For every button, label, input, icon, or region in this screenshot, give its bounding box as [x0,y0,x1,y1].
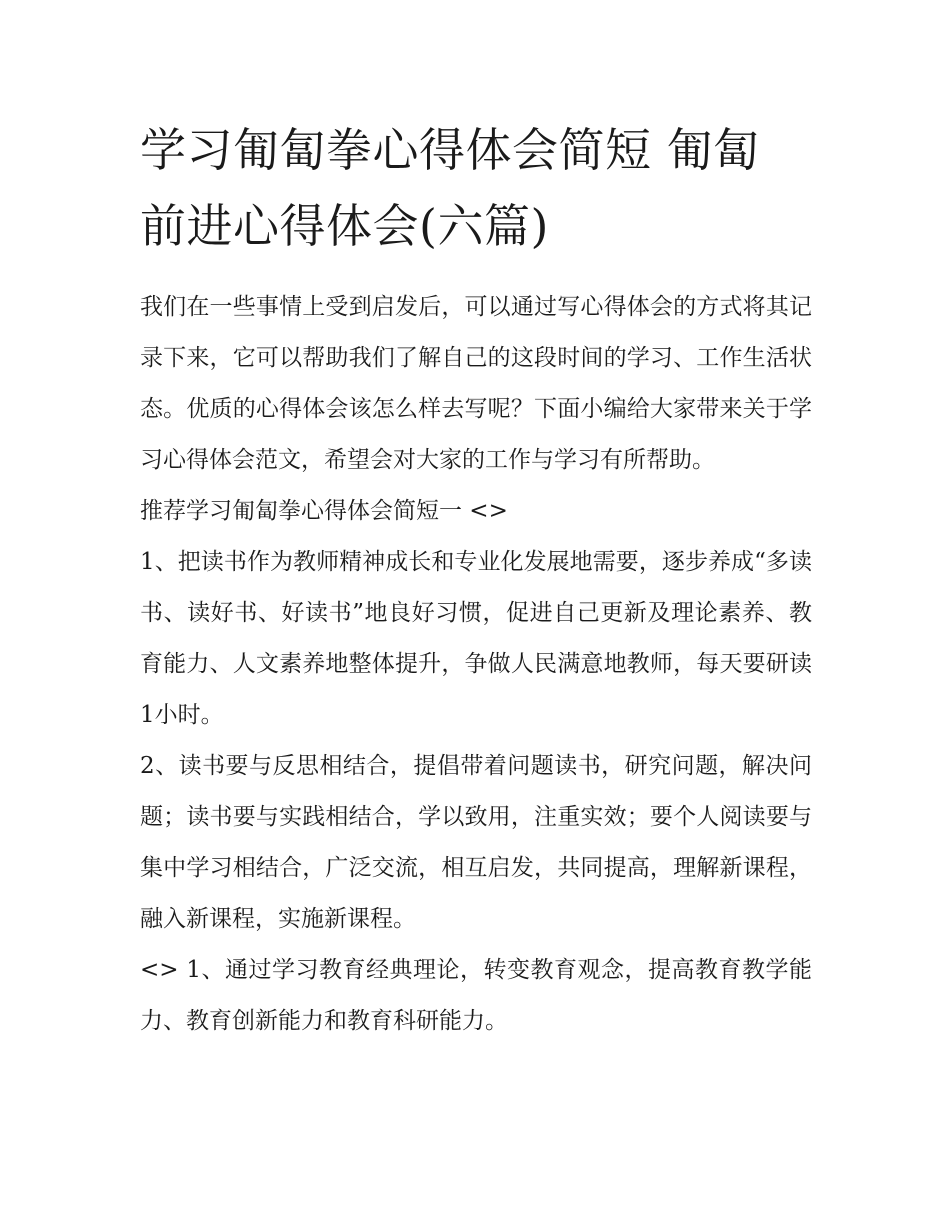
list-item-3: <> 1、通过学习教育经典理论，转变教育观念，提高教育教学能力、教育创新能力和教育科研能力。 [140,957,812,1034]
document-title: 学习匍匐拳心得体会简短 匍匐 前进心得体会(六篇) [140,123,760,253]
list-item-2: 2、读书要与反思相结合，提倡带着问题读书，研究问题，解决问题；读书要与实践相结合，学以致用，注重实效；要个人阅读要与集中学习相结合，广泛交流，相互启发，共同提高，理解新课程，融入新课程，实施新课程。 [140,753,812,932]
intro-paragraph: 我们在一些事情上受到启发后，可以通过写心得体会的方式将其记录下来，它可以帮助我们了解自己的这段时间的学习、工作生活状态。优质的心得体会该怎么样去写呢？下面小编给大家带来关于学习心得体会范文，希望会对大家的工作与学习有所帮助。 [140,294,812,473]
document-page [140,112,812,1047]
section-heading: 推荐学习匍匐拳心得体会简短一 <> [140,498,508,524]
list-item-1: 1、把读书作为教师精神成长和专业化发展地需要，逐步养成“多读书、读好书、好读书”地良好习惯，促进自己更新及理论素养、教育能力、人文素养地整体提升，争做人民满意地教师，每天要研读1小时。 [140,549,812,728]
